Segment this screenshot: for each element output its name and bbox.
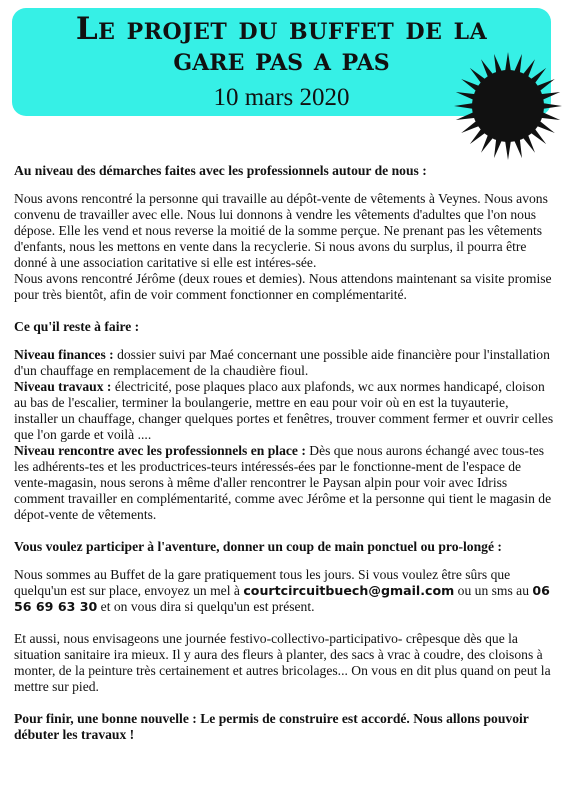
sun-ray (505, 52, 511, 72)
contact-text-a: Nous sommes au Buffet de la gare pratiquement tous les jours. Si vous voulez être sûrs que quelqu'un est sur place, envoyez un mel à (14, 567, 511, 598)
paragraph-jerome: Nous avons rencontré Jérôme (deux roues et demies). Nous attendons maintenant sa visite promise pour très bientôt, afin de voir comment fonctionner en complémentarité. (14, 271, 552, 302)
item-rencontre-text: Dès que nous aurons échangé avec tous-tes les adhérents-tes et les productrices-teurs intéressés-ées par le fonctionne-ment de l'espace de vente-magasin, nous serons à même d'aller rencontrer le Paysan alpin pour voir avec Idriss comment travailler en complémentarité, comme avec Jérôme et la personne qui tient le magasin de dépot-vente de vêtements. (14, 443, 552, 522)
contact-text-b: ou un sms au (454, 583, 533, 598)
closing-announcement: Pour finir, une bonne nouvelle : Le permis de construire est accordé. Nous allons pouvoir débuter les travaux ! (14, 711, 529, 742)
phone-number[interactable]: 06 56 69 63 30 (14, 583, 550, 614)
item-travaux (14, 379, 554, 443)
section-heading-reste-a-faire: Ce qu'il reste à faire : (14, 319, 140, 334)
item-travaux-label: Niveau travaux : (14, 379, 112, 394)
date: 10 mars 2020 (213, 84, 350, 111)
sun-ray (542, 103, 562, 109)
item-travaux-text: électricité, pose plaques placo aux plafonds, wc aux normes handicapé, cloison au bas de l'escalier, terminer la boulangerie, mettre en eau pour voir où en est la tuyauterie, installer un chauffage, changer quelques portes et fenêtres, trouver comment fermer et ouvrir celles que l'on garde et voilà .... (14, 379, 554, 442)
section-heading-demarches: Au niveau des démarches faites avec les professionnels autour de nous : (14, 163, 427, 178)
item-finances-label: Niveau finances : (14, 347, 114, 362)
title-line-1: Le projet du buffet de la (75, 11, 488, 47)
item-rencontre-label: Niveau rencontre avec les professionnels en place : (14, 443, 306, 458)
title-line-2: gare pas a pas (173, 42, 390, 78)
item-finances-text: dossier suivi par Maé concernant une possible aide financière pour l'installation d'un chauffage en remplacement de la chaudière fioul. (14, 347, 550, 378)
newsletter-body (14, 163, 554, 743)
sun-icon (452, 50, 564, 162)
item-rencontre (14, 443, 554, 523)
paragraph-depot-vente: Nous avons rencontré la personne qui travaille au dépôt-vente de vêtements à Veynes. Nous avons convenu de travailler avec elle. Nous lui donnons à vendre les vêtements d'adultes que l'on nous dépose. Elle les vend et nous reverse la moitié de la somme perçue. Ne prenant pas les vêtements d'enfants, nous les mettons en vente dans la recyclerie. Si nous avons du surplus, il pourra être donné à une association caritative si elle est intéres-sée. (14, 191, 548, 270)
email-link[interactable]: courtcircuitbuech@gmail.com (243, 583, 455, 598)
paragraph-journee: Et aussi, nous envisageons une journée festivo-collectivo-participativo- crêpesque dès que la situation sanitaire ira mieux. Il y aura des fleurs à planter, des sacs à vrac à coudre, des cloisons à monter, de la peinture très certainement et autres bricolages... On vous en dit plus quand on peut la mettre sur pied. (14, 631, 551, 694)
contact-text-c: et on vous dira si quelqu'un est présent. (97, 599, 315, 614)
sun-ray (505, 140, 511, 160)
item-finances (14, 347, 554, 379)
sun-ray (454, 103, 474, 109)
section-heading-participer: Vous voulez participer à l'aventure, donner un coup de main ponctuel ou pro-longé : (14, 539, 502, 554)
paragraph-contact (14, 567, 554, 615)
